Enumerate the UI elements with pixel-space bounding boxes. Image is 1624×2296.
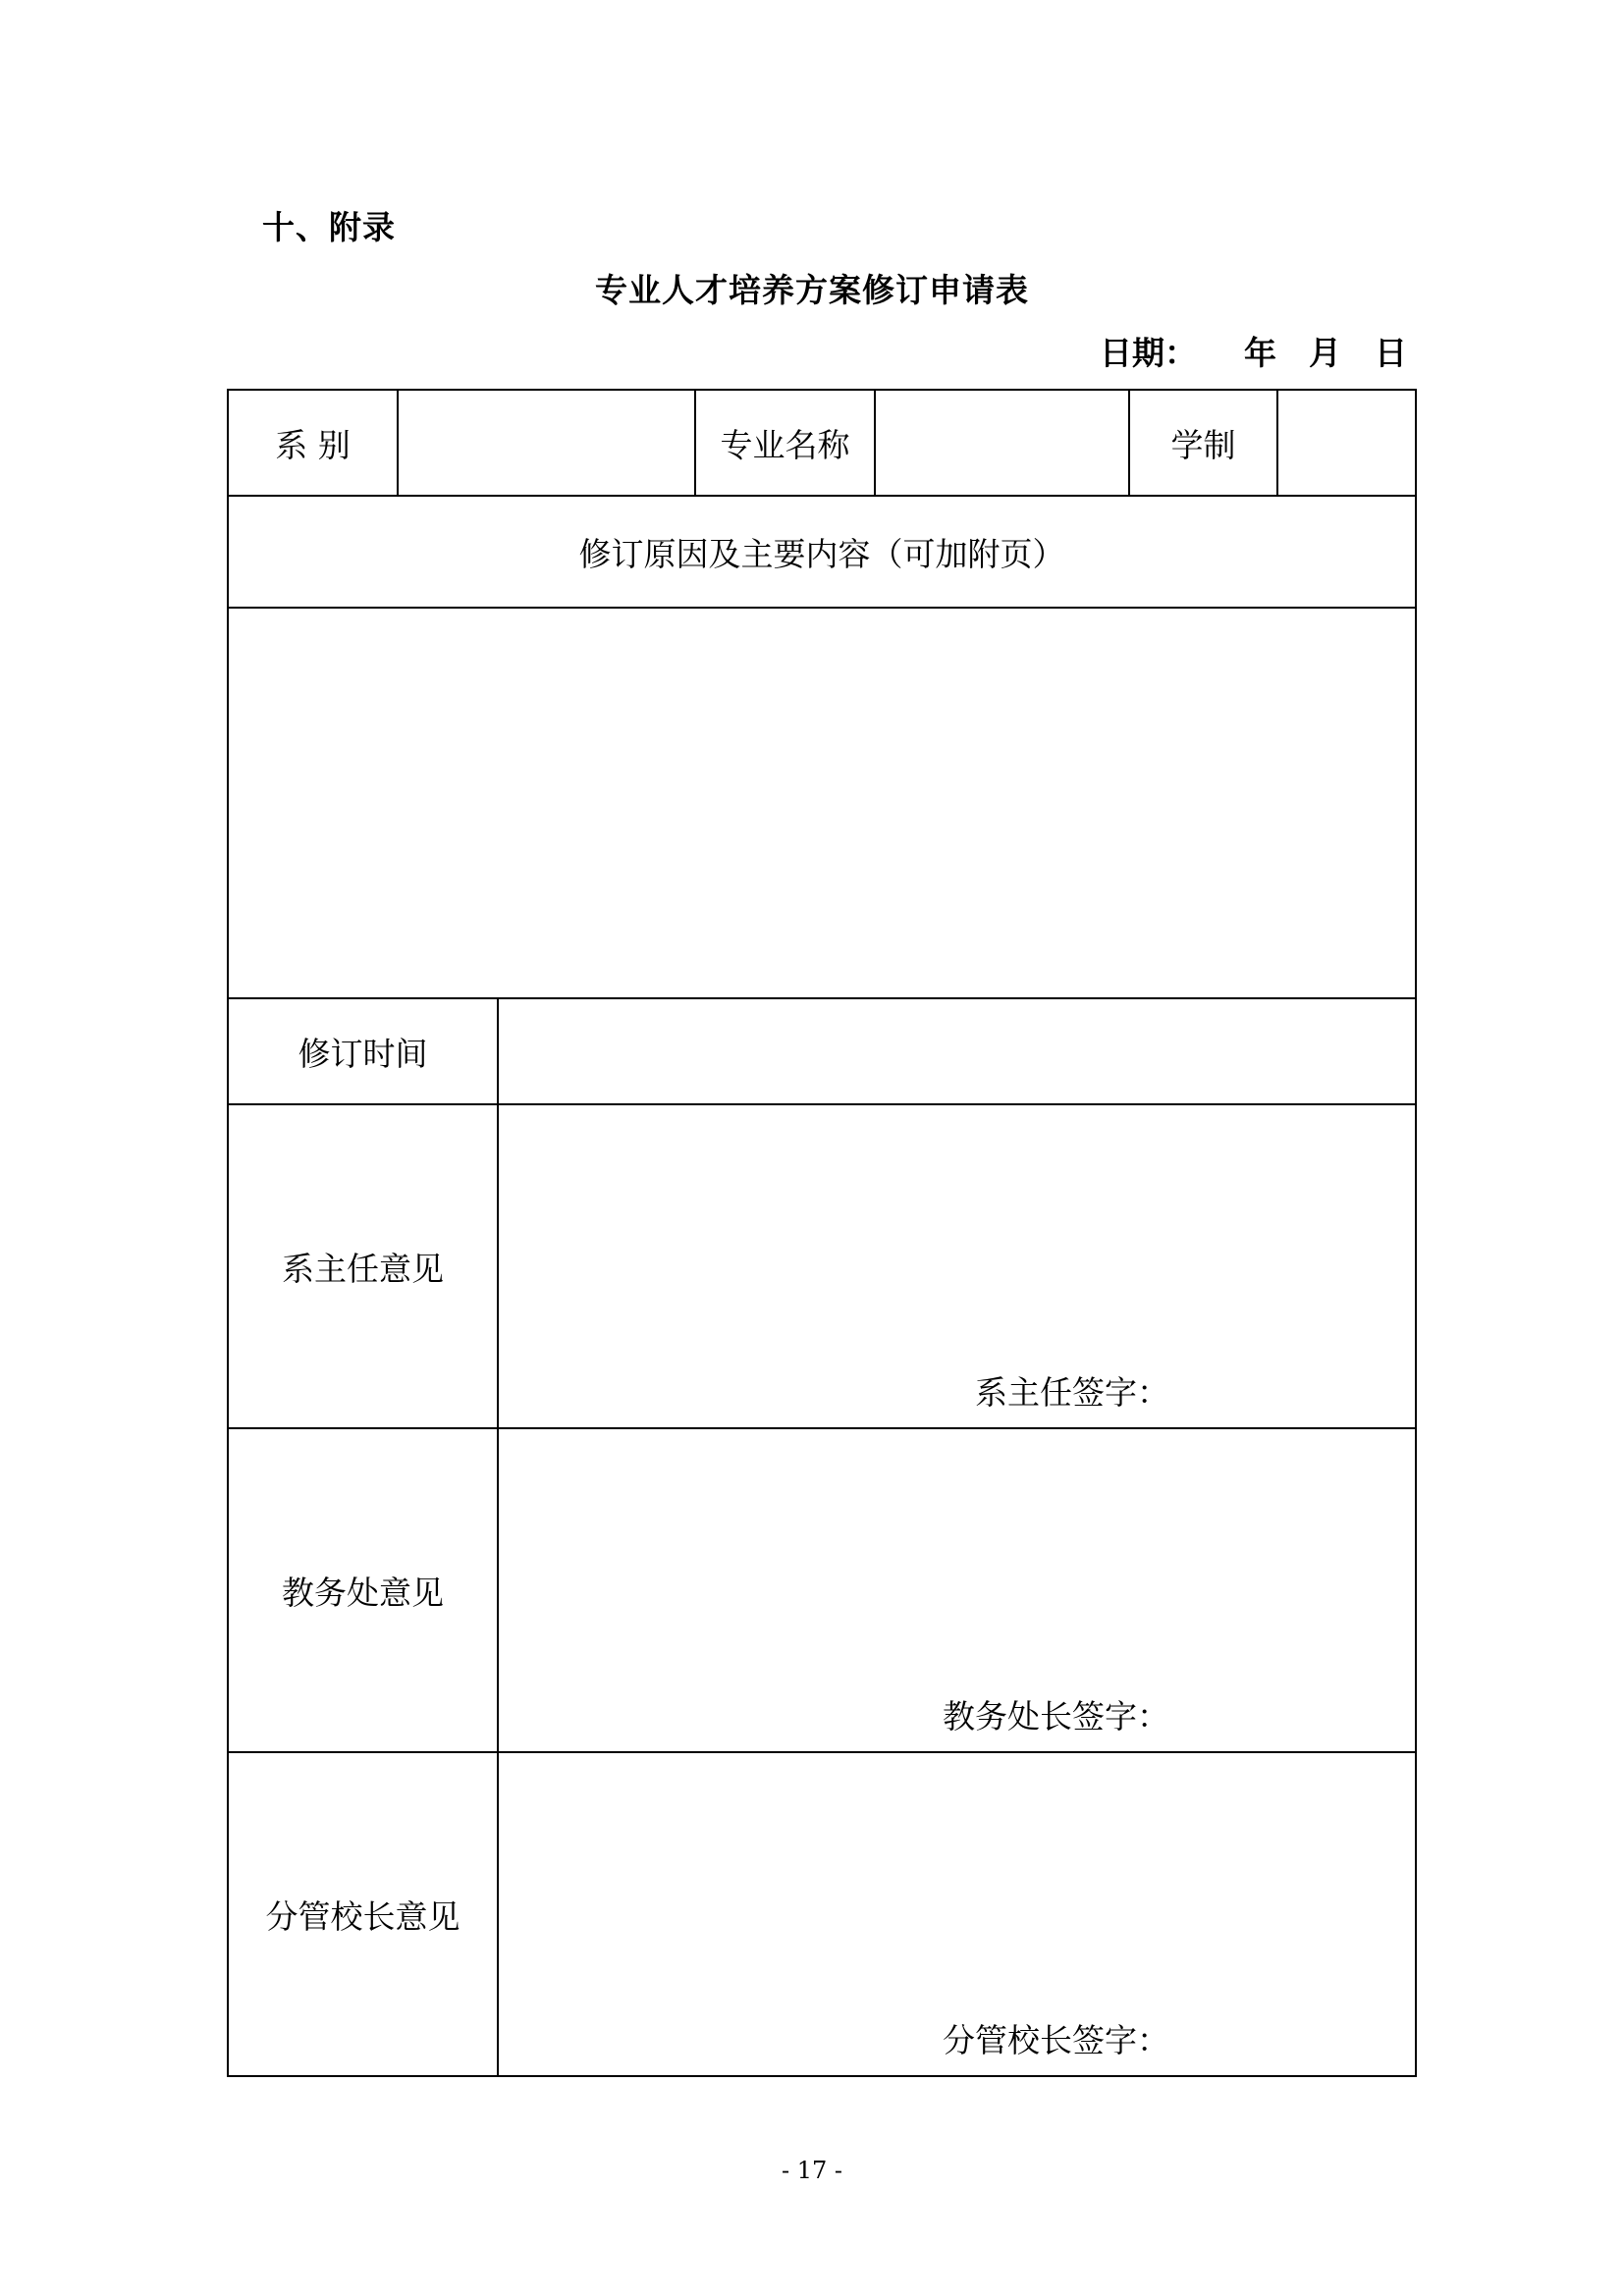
date-day-label: 日 [1375,334,1407,372]
duration-field[interactable] [1277,390,1416,496]
academic-affairs-opinion-row [228,1428,1416,1752]
date-label: 日期： [1100,334,1197,372]
page-number: - 17 - [781,2157,842,2184]
major-field[interactable] [875,390,1129,496]
vice-president-opinion-row [228,1752,1416,2076]
vice-president-opinion-label: 分管校长意见 [228,1752,498,2076]
vice-president-opinion-field[interactable] [498,1752,1416,2076]
date-line [1100,330,1414,377]
basic-info-row [228,390,1416,496]
academic-affairs-opinion-field[interactable] [498,1428,1416,1752]
duration-label: 学制 [1129,390,1277,496]
academic-affairs-signature-label: 教务处长签字： [943,1697,1169,1735]
department-label: 系 别 [228,390,398,496]
date-year-label: 年 [1244,334,1276,372]
revision-content-header: 修订原因及主要内容（可加附页） [228,496,1416,608]
dept-head-opinion-label: 系主任意见 [228,1104,498,1428]
revision-content-field[interactable] [228,608,1416,998]
revision-content-row [228,608,1416,998]
form-title: 专业人才培养方案修订申请表 [595,271,1029,309]
major-label: 专业名称 [695,390,875,496]
revision-content-header-row [228,496,1416,608]
vice-president-signature-label: 分管校长签字： [943,2021,1169,2059]
dept-head-signature-label: 系主任签字： [975,1373,1169,1412]
department-field[interactable] [398,390,695,496]
revision-time-row [228,998,1416,1104]
revision-time-field[interactable] [498,998,1416,1104]
dept-head-opinion-row [228,1104,1416,1428]
section-heading: 十、附录 [262,208,396,246]
revision-time-label: 修订时间 [228,998,498,1104]
academic-affairs-opinion-label: 教务处意见 [228,1428,498,1752]
dept-head-opinion-field[interactable] [498,1104,1416,1428]
date-month-label: 月 [1309,334,1341,372]
revision-application-form [227,389,1417,2077]
